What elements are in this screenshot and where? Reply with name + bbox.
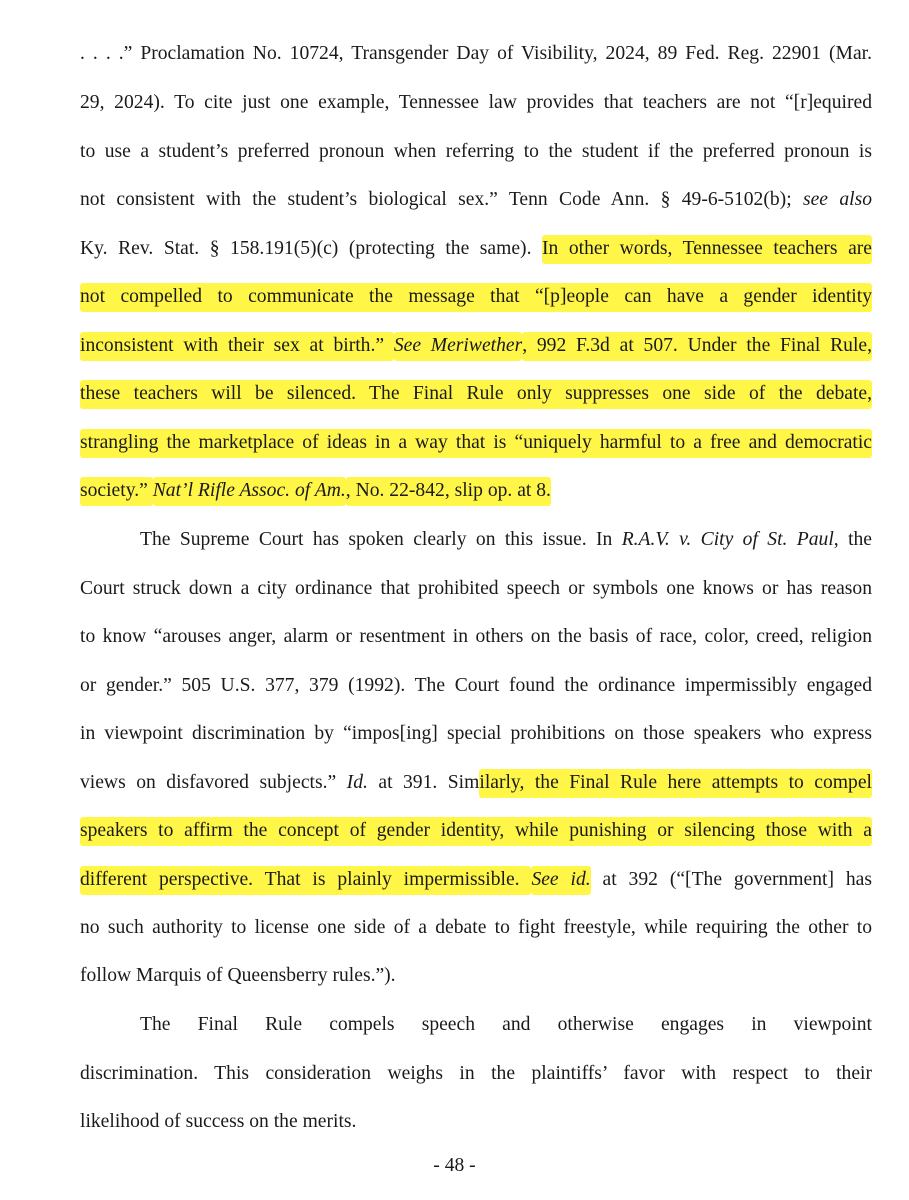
highlighted-text: inconsistent with their sex at birth.”: [80, 332, 394, 361]
highlighted-text: In other words, Tennessee teachers are: [542, 235, 872, 264]
text-line: [80, 380, 872, 408]
text-segment: follow Marquis of Queensberry rules.”).: [80, 965, 396, 986]
text-line: [80, 914, 872, 942]
highlighted-text: ilarly, the Final Rule here attempts to compel: [479, 769, 872, 798]
highlighted-text: not compelled to communicate the message that “[p]eople can have a gender identity: [80, 283, 872, 312]
text-segment: views on disfavored subjects.”: [80, 772, 347, 793]
highlighted-text: See Meriwether: [394, 332, 522, 361]
text-segment: no such authority to license one side of a debate to fight freestyle, while requiring the other to: [80, 917, 872, 938]
text-line: [80, 962, 872, 990]
highlighted-text: Nat’l Rifle Assoc. of Am.: [153, 477, 346, 506]
text-line: [80, 866, 872, 894]
text-line: [80, 89, 872, 117]
text-segment: , the: [833, 529, 873, 550]
text-segment: The Final Rule compels speech and otherwise engages in viewpoint: [140, 1014, 872, 1035]
highlighted-text: society.”: [80, 477, 153, 506]
text-segment: see also: [802, 189, 872, 210]
text-line: [80, 672, 872, 700]
highlighted-text: , 992 F.3d at 507. Under the Final Rule,: [522, 332, 872, 361]
text-line: [80, 817, 872, 845]
text-segment: at 391. Sim: [367, 772, 480, 793]
text-line: [80, 720, 872, 748]
text-line: [80, 429, 872, 457]
text-line: [80, 769, 872, 797]
text-line: [140, 526, 872, 554]
text-segment: to know “arouses anger, alarm or resentment in others on the basis of race, color, creed, religion: [80, 626, 872, 647]
highlighted-text: these teachers will be silenced. The Final Rule only suppresses one side of the debate,: [80, 380, 872, 409]
text-segment: to use a student’s preferred pronoun when referring to the student if the preferred pronoun is: [80, 141, 872, 162]
highlighted-text: See id.: [531, 866, 590, 895]
text-line: [80, 477, 872, 505]
text-line: [80, 186, 872, 214]
text-line: [80, 1060, 872, 1088]
text-segment: R.A.V. v. City of St. Paul: [621, 529, 834, 550]
highlighted-text: , No. 22-842, slip op. at 8.: [346, 477, 551, 506]
text-segment: 29, 2024). To cite just one example, Tennessee law provides that teachers are not “[r]equired: [80, 92, 872, 113]
text-line: [80, 40, 872, 68]
page-number: - 48 -: [433, 1155, 476, 1176]
text-segment: likelihood of success on the merits.: [80, 1111, 357, 1132]
text-segment: in viewpoint discrimination by “impos[ing] special prohibitions on those speakers who express: [80, 723, 872, 744]
text-segment: Ky. Rev. Stat. § 158.191(5)(c) (protecting the same).: [80, 238, 543, 259]
text-line: [140, 1011, 872, 1039]
text-segment: discrimination. This consideration weighs in the plaintiffs’ favor with respect to their: [80, 1063, 872, 1084]
text-segment: Id.: [346, 772, 368, 793]
text-segment: Court struck down a city ordinance that prohibited speech or symbols one knows or has reason: [80, 578, 872, 599]
text-line: [80, 138, 872, 166]
text-segment: at 392 (“[The government] has: [590, 869, 873, 890]
text-segment: or gender.” 505 U.S. 377, 379 (1992). The Court found the ordinance impermissibly engaged: [80, 675, 872, 696]
highlighted-text: speakers to affirm the concept of gender identity, while punishing or silencing those with a: [80, 817, 872, 846]
text-line: [80, 283, 872, 311]
text-line: [80, 575, 872, 603]
highlighted-text: different perspective. That is plainly impermissible.: [80, 866, 531, 895]
text-segment: not consistent with the student’s biological sex.” Tenn Code Ann. § 49-6-5102(b);: [80, 189, 803, 210]
text-segment: . . . .” Proclamation No. 10724, Transgender Day of Visibility, 2024, 89 Fed. Reg. 22901 (Mar.: [80, 43, 872, 64]
text-line: [80, 623, 872, 651]
text-line: [80, 1108, 872, 1136]
highlighted-text: strangling the marketplace of ideas in a way that is “uniquely harmful to a free and democratic: [80, 429, 872, 458]
text-segment: The Supreme Court has spoken clearly on this issue. In: [140, 529, 622, 550]
text-line: [80, 235, 872, 263]
text-line: [80, 332, 872, 360]
